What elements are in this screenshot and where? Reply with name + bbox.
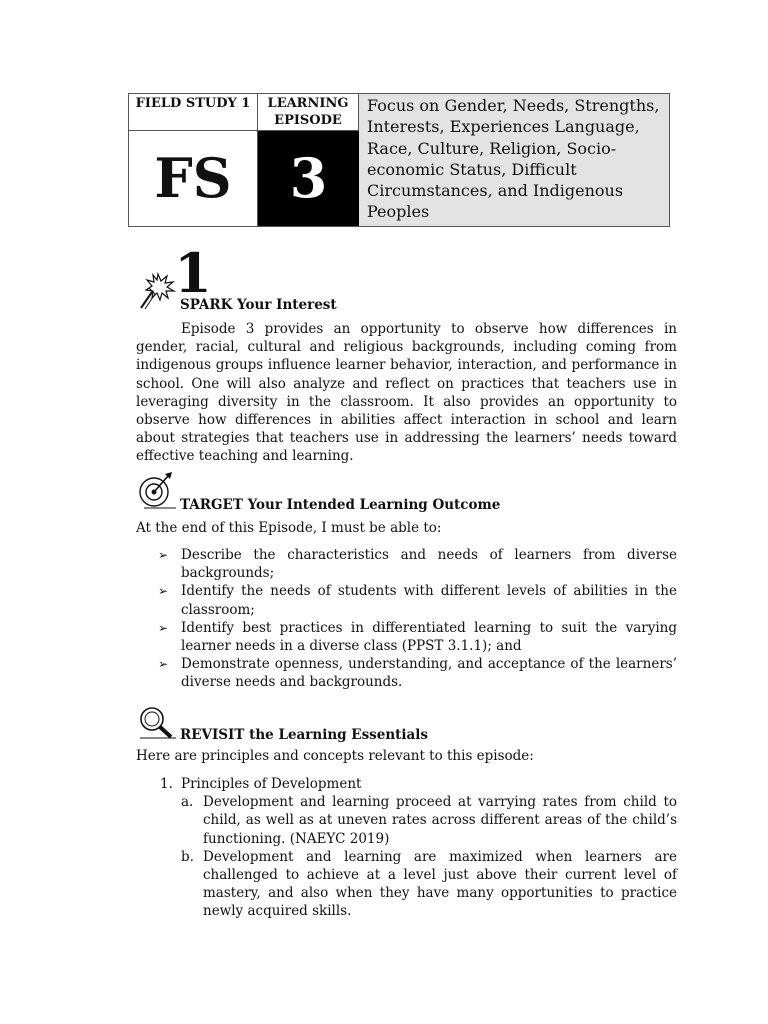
- subitem-text: Development and learning proceed at varrying rates from child to child, as well as at uneven rates across different areas of the child’s functioning. (NAEYC 2019): [203, 794, 677, 847]
- outcome-item: ➢ Demonstrate openness, understanding, and acceptance of the learners’ diverse needs and backgrounds.: [158, 656, 677, 691]
- revisit-heading: REVISIT the Learning Essentials: [180, 727, 429, 743]
- principle-number: 1.: [160, 776, 173, 792]
- revisit-heading-row: [136, 700, 429, 743]
- spark-body: [136, 320, 677, 466]
- outcome-item: ➢ Identify best practices in differentiated learning to suit the varying learner needs in a diverse class (PPST 3.1.1); and: [158, 619, 677, 655]
- arrow-bullet-icon: ➢: [158, 548, 169, 562]
- target-intro: At the end of this Episode, I must be able to:: [136, 520, 442, 536]
- learning-episode-label-line1: LEARNING: [267, 96, 349, 111]
- subitem-letter: b.: [181, 848, 194, 865]
- spark-burst-icon: [136, 270, 178, 310]
- course-code: FS 1: [129, 131, 258, 226]
- arrow-bullet-icon: ➢: [158, 584, 169, 599]
- episode-number: 3: [258, 131, 359, 226]
- target-heading-row: [136, 470, 501, 513]
- arrow-bullet-icon: ➢: [158, 620, 169, 635]
- target-dart-icon: [136, 470, 178, 510]
- arrow-bullet-icon: ➢: [158, 657, 169, 672]
- principle-subitem: [136, 848, 677, 921]
- outcomes-list: [136, 546, 677, 692]
- focus-title: Focus on Gender, Needs, Strengths, Interests, Experiences Language, Race, Culture, Religion, Socio-economic Status, Difficult Circumstances, and Indigenous Peoples: [359, 94, 669, 226]
- magnifier-icon: [136, 700, 178, 740]
- spark-body-text: Episode 3 provides an opportunity to observe how differences in gender, racial, cultural and religious backgrounds, including coming from indigenous groups influence learner behavior, interaction, and performance in school. One will also analyze and reflect on practices that teachers use in leveraging diversity in the classroom. It also provides an opportunity to observe how differences in abilities affect interaction in school and learn about strategies that teachers use in addressing the learners’ needs toward effective teaching and learning.: [136, 321, 677, 465]
- revisit-intro: Here are principles and concepts relevant to this episode:: [136, 748, 534, 764]
- outcome-item: ➢ Identify the needs of students with different levels of abilities in the classroom;: [158, 583, 677, 618]
- spark-heading-row: [136, 270, 337, 313]
- subitem-letter: a.: [181, 794, 194, 811]
- learning-episode-label-line2: EPISODE: [274, 113, 342, 128]
- subitem-text: Development and learning are maximized when learners are challenged to achieve at a level just above their current level of mastery, and also when they have many opportunities to practice newly acquired skills.: [203, 848, 677, 920]
- principle-subitem: [136, 793, 677, 848]
- principles-list: [136, 775, 677, 921]
- principle-item: [136, 775, 677, 793]
- target-heading: TARGET Your Intended Learning Outcome: [180, 497, 501, 513]
- principle-title: Principles of Development: [181, 776, 362, 792]
- field-study-label: FIELD STUDY 1: [129, 94, 258, 131]
- spark-heading: SPARK Your Interest: [180, 297, 337, 313]
- outcome-item: ➢ Describe the characteristics and needs of learners from diverse backgrounds;: [158, 547, 677, 582]
- learning-episode-label: [258, 94, 359, 131]
